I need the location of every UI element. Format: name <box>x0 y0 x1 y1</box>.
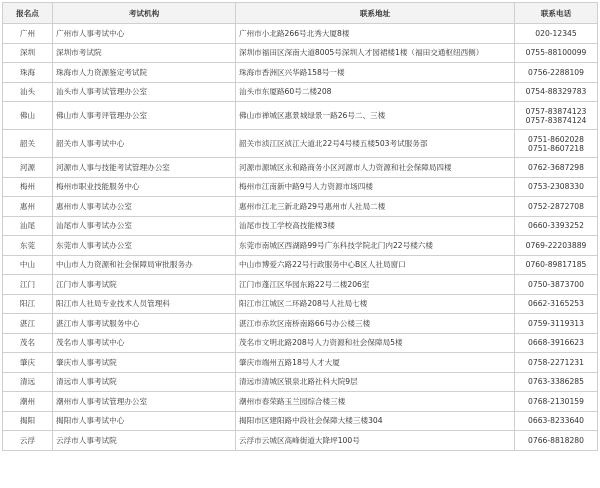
cell-agency: 江门市人事考试院 <box>53 275 236 295</box>
cell-city: 汕尾 <box>3 216 53 236</box>
phone-number: 0663-8233640 <box>528 416 584 426</box>
header-agency: 考试机构 <box>53 3 236 24</box>
cell-city: 茂名 <box>3 333 53 353</box>
cell-phone <box>515 63 598 83</box>
cell-address: 汕头市东厦路60号二楼208 <box>236 82 515 102</box>
phone-number: 0751-8607218 <box>528 143 584 153</box>
cell-phone <box>515 24 598 44</box>
cell-address: 阳江市江城区二环路208号人社局七楼 <box>236 294 515 314</box>
cell-city: 湛江 <box>3 314 53 334</box>
table-row <box>3 82 598 102</box>
cell-agency: 梅州市职业技能服务中心 <box>53 177 236 197</box>
table-row <box>3 216 598 236</box>
cell-address: 佛山市禅城区惠景城绿景一路26号二、三楼 <box>236 102 515 130</box>
cell-phone <box>515 372 598 392</box>
cell-city: 珠海 <box>3 63 53 83</box>
cell-phone <box>515 255 598 275</box>
cell-city: 河源 <box>3 158 53 178</box>
cell-city: 深圳 <box>3 43 53 63</box>
cell-address: 潮州市春荣路玉兰园综合楼三楼 <box>236 392 515 412</box>
cell-address: 深圳市福田区深南大道8005号深圳人才园裙楼1楼（福田交通枢纽西侧） <box>236 43 515 63</box>
cell-agency: 佛山市人事考评管理办公室 <box>53 102 236 130</box>
table-row <box>3 314 598 334</box>
table-row <box>3 431 598 451</box>
phone-number: 0660-3393252 <box>528 221 584 231</box>
table-row <box>3 411 598 431</box>
cell-city: 梅州 <box>3 177 53 197</box>
cell-address: 河源市源城区永和路商务小区河源市人力资源和社会保障局四楼 <box>236 158 515 178</box>
cell-agency: 阳江市人社局专业技术人员管理科 <box>53 294 236 314</box>
cell-phone <box>515 102 598 130</box>
cell-phone <box>515 333 598 353</box>
cell-agency: 广州市人事考试中心 <box>53 24 236 44</box>
cell-phone <box>515 431 598 451</box>
phone-number: 020-12345 <box>535 28 577 38</box>
cell-city: 广州 <box>3 24 53 44</box>
cell-phone <box>515 43 598 63</box>
cell-address: 梅州市江南新中路9号人力资源市场四楼 <box>236 177 515 197</box>
table-row <box>3 177 598 197</box>
phone-number: 0752-2872708 <box>528 201 584 211</box>
table-row <box>3 392 598 412</box>
cell-city: 揭阳 <box>3 411 53 431</box>
cell-phone <box>515 314 598 334</box>
cell-agency: 珠海市人力资源鉴定考试院 <box>53 63 236 83</box>
header-phone: 联系电话 <box>515 3 598 24</box>
cell-phone <box>515 82 598 102</box>
phone-number: 0758-2271231 <box>528 357 584 367</box>
phone-number: 0753-2308330 <box>528 182 584 192</box>
cell-agency: 云浮市人事考试院 <box>53 431 236 451</box>
header-city: 报名点 <box>3 3 53 24</box>
cell-address: 惠州市江北三新北路29号惠州市人社局二楼 <box>236 197 515 217</box>
cell-address: 云浮市云城区高峰街道大降坪100号 <box>236 431 515 451</box>
cell-phone <box>515 197 598 217</box>
cell-phone <box>515 158 598 178</box>
cell-phone <box>515 216 598 236</box>
cell-city: 肇庆 <box>3 353 53 373</box>
table-row <box>3 372 598 392</box>
phone-number: 0766-8818280 <box>528 435 584 445</box>
header-address: 联系地址 <box>236 3 515 24</box>
phone-number: 0750-3873700 <box>528 279 584 289</box>
phone-number: 0763-3386285 <box>528 377 584 387</box>
table-row <box>3 43 598 63</box>
cell-agency: 肇庆市人事考试院 <box>53 353 236 373</box>
phone-number: 0662-3165253 <box>528 299 584 309</box>
cell-agency: 东莞市人事考试办公室 <box>53 236 236 256</box>
table-row <box>3 236 598 256</box>
contact-table <box>2 2 598 451</box>
table-row <box>3 275 598 295</box>
table-row <box>3 294 598 314</box>
cell-agency: 韶关市人事考试中心 <box>53 130 236 158</box>
cell-city: 清远 <box>3 372 53 392</box>
cell-city: 东莞 <box>3 236 53 256</box>
cell-agency: 潮州市人事考试管理办公室 <box>53 392 236 412</box>
cell-agency: 茂名市人事考试中心 <box>53 333 236 353</box>
cell-address: 江门市蓬江区华园东路22号二楼206室 <box>236 275 515 295</box>
phone-number: 0755-88100099 <box>525 48 587 58</box>
cell-city: 汕头 <box>3 82 53 102</box>
phone-number: 0769-22203889 <box>525 240 587 250</box>
phone-number: 0762-3687298 <box>528 162 584 172</box>
table-header-row <box>3 3 598 24</box>
phone-number: 0756-2288109 <box>528 67 584 77</box>
cell-phone <box>515 177 598 197</box>
phone-number: 0751-8602028 <box>528 134 584 144</box>
cell-agency: 湛江市人事考试服务中心 <box>53 314 236 334</box>
cell-city: 佛山 <box>3 102 53 130</box>
cell-city: 中山 <box>3 255 53 275</box>
cell-agency: 汕尾市人事考试办公室 <box>53 216 236 236</box>
phone-number: 0757-83874124 <box>525 115 587 125</box>
table-row <box>3 255 598 275</box>
cell-city: 惠州 <box>3 197 53 217</box>
cell-phone <box>515 294 598 314</box>
cell-agency: 惠州市人事考试办公室 <box>53 197 236 217</box>
phone-number: 0760-89817185 <box>525 260 587 270</box>
cell-agency: 中山市人力资源和社会保障局审批服务办 <box>53 255 236 275</box>
cell-agency: 清远市人事考试院 <box>53 372 236 392</box>
cell-phone <box>515 353 598 373</box>
cell-phone <box>515 411 598 431</box>
cell-address: 韶关市浈江区浈江大道北22号4号楼五楼503考试服务部 <box>236 130 515 158</box>
cell-agency: 深圳市考试院 <box>53 43 236 63</box>
cell-city: 江门 <box>3 275 53 295</box>
table-body <box>3 24 598 451</box>
phone-number: 0754-88329783 <box>525 87 587 97</box>
table-row <box>3 333 598 353</box>
cell-agency: 汕头市人事考试管理办公室 <box>53 82 236 102</box>
cell-phone <box>515 275 598 295</box>
cell-phone <box>515 392 598 412</box>
table-row <box>3 24 598 44</box>
cell-address: 肇庆市端州五路18号人才大厦 <box>236 353 515 373</box>
cell-city: 云浮 <box>3 431 53 451</box>
cell-city: 潮州 <box>3 392 53 412</box>
cell-agency: 河源市人事与技能考试管理办公室 <box>53 158 236 178</box>
cell-address: 汕尾市技工学校高技能楼3楼 <box>236 216 515 236</box>
cell-address: 清远市清城区银泉北路社科大院9层 <box>236 372 515 392</box>
table-row <box>3 353 598 373</box>
cell-phone <box>515 236 598 256</box>
table-row <box>3 102 598 130</box>
cell-address: 中山市博爱六路22号行政服务中心B区人社局窗口 <box>236 255 515 275</box>
phone-number: 0668-3916623 <box>528 338 584 348</box>
contact-table-container <box>2 2 598 451</box>
cell-address: 广州市小北路266号北秀大厦8楼 <box>236 24 515 44</box>
cell-address: 揭阳市区建阳路中段社会保障大楼三楼304 <box>236 411 515 431</box>
table-row <box>3 63 598 83</box>
cell-city: 阳江 <box>3 294 53 314</box>
cell-address: 茂名市文明北路208号人力资源和社会保障局5楼 <box>236 333 515 353</box>
table-row <box>3 130 598 158</box>
cell-city: 韶关 <box>3 130 53 158</box>
cell-address: 湛江市赤坎区南桥南路66号办公楼三楼 <box>236 314 515 334</box>
cell-agency: 揭阳市人事考试中心 <box>53 411 236 431</box>
phone-number: 0759-3119313 <box>528 318 584 328</box>
table-row <box>3 197 598 217</box>
cell-address: 东莞市南城区西湖路99号广东科技学院北门内22号楼六楼 <box>236 236 515 256</box>
phone-number: 0757-83874123 <box>525 106 587 116</box>
table-row <box>3 158 598 178</box>
cell-address: 珠海市香洲区兴华路158号一楼 <box>236 63 515 83</box>
cell-phone <box>515 130 598 158</box>
phone-number: 0768-2130159 <box>528 396 584 406</box>
